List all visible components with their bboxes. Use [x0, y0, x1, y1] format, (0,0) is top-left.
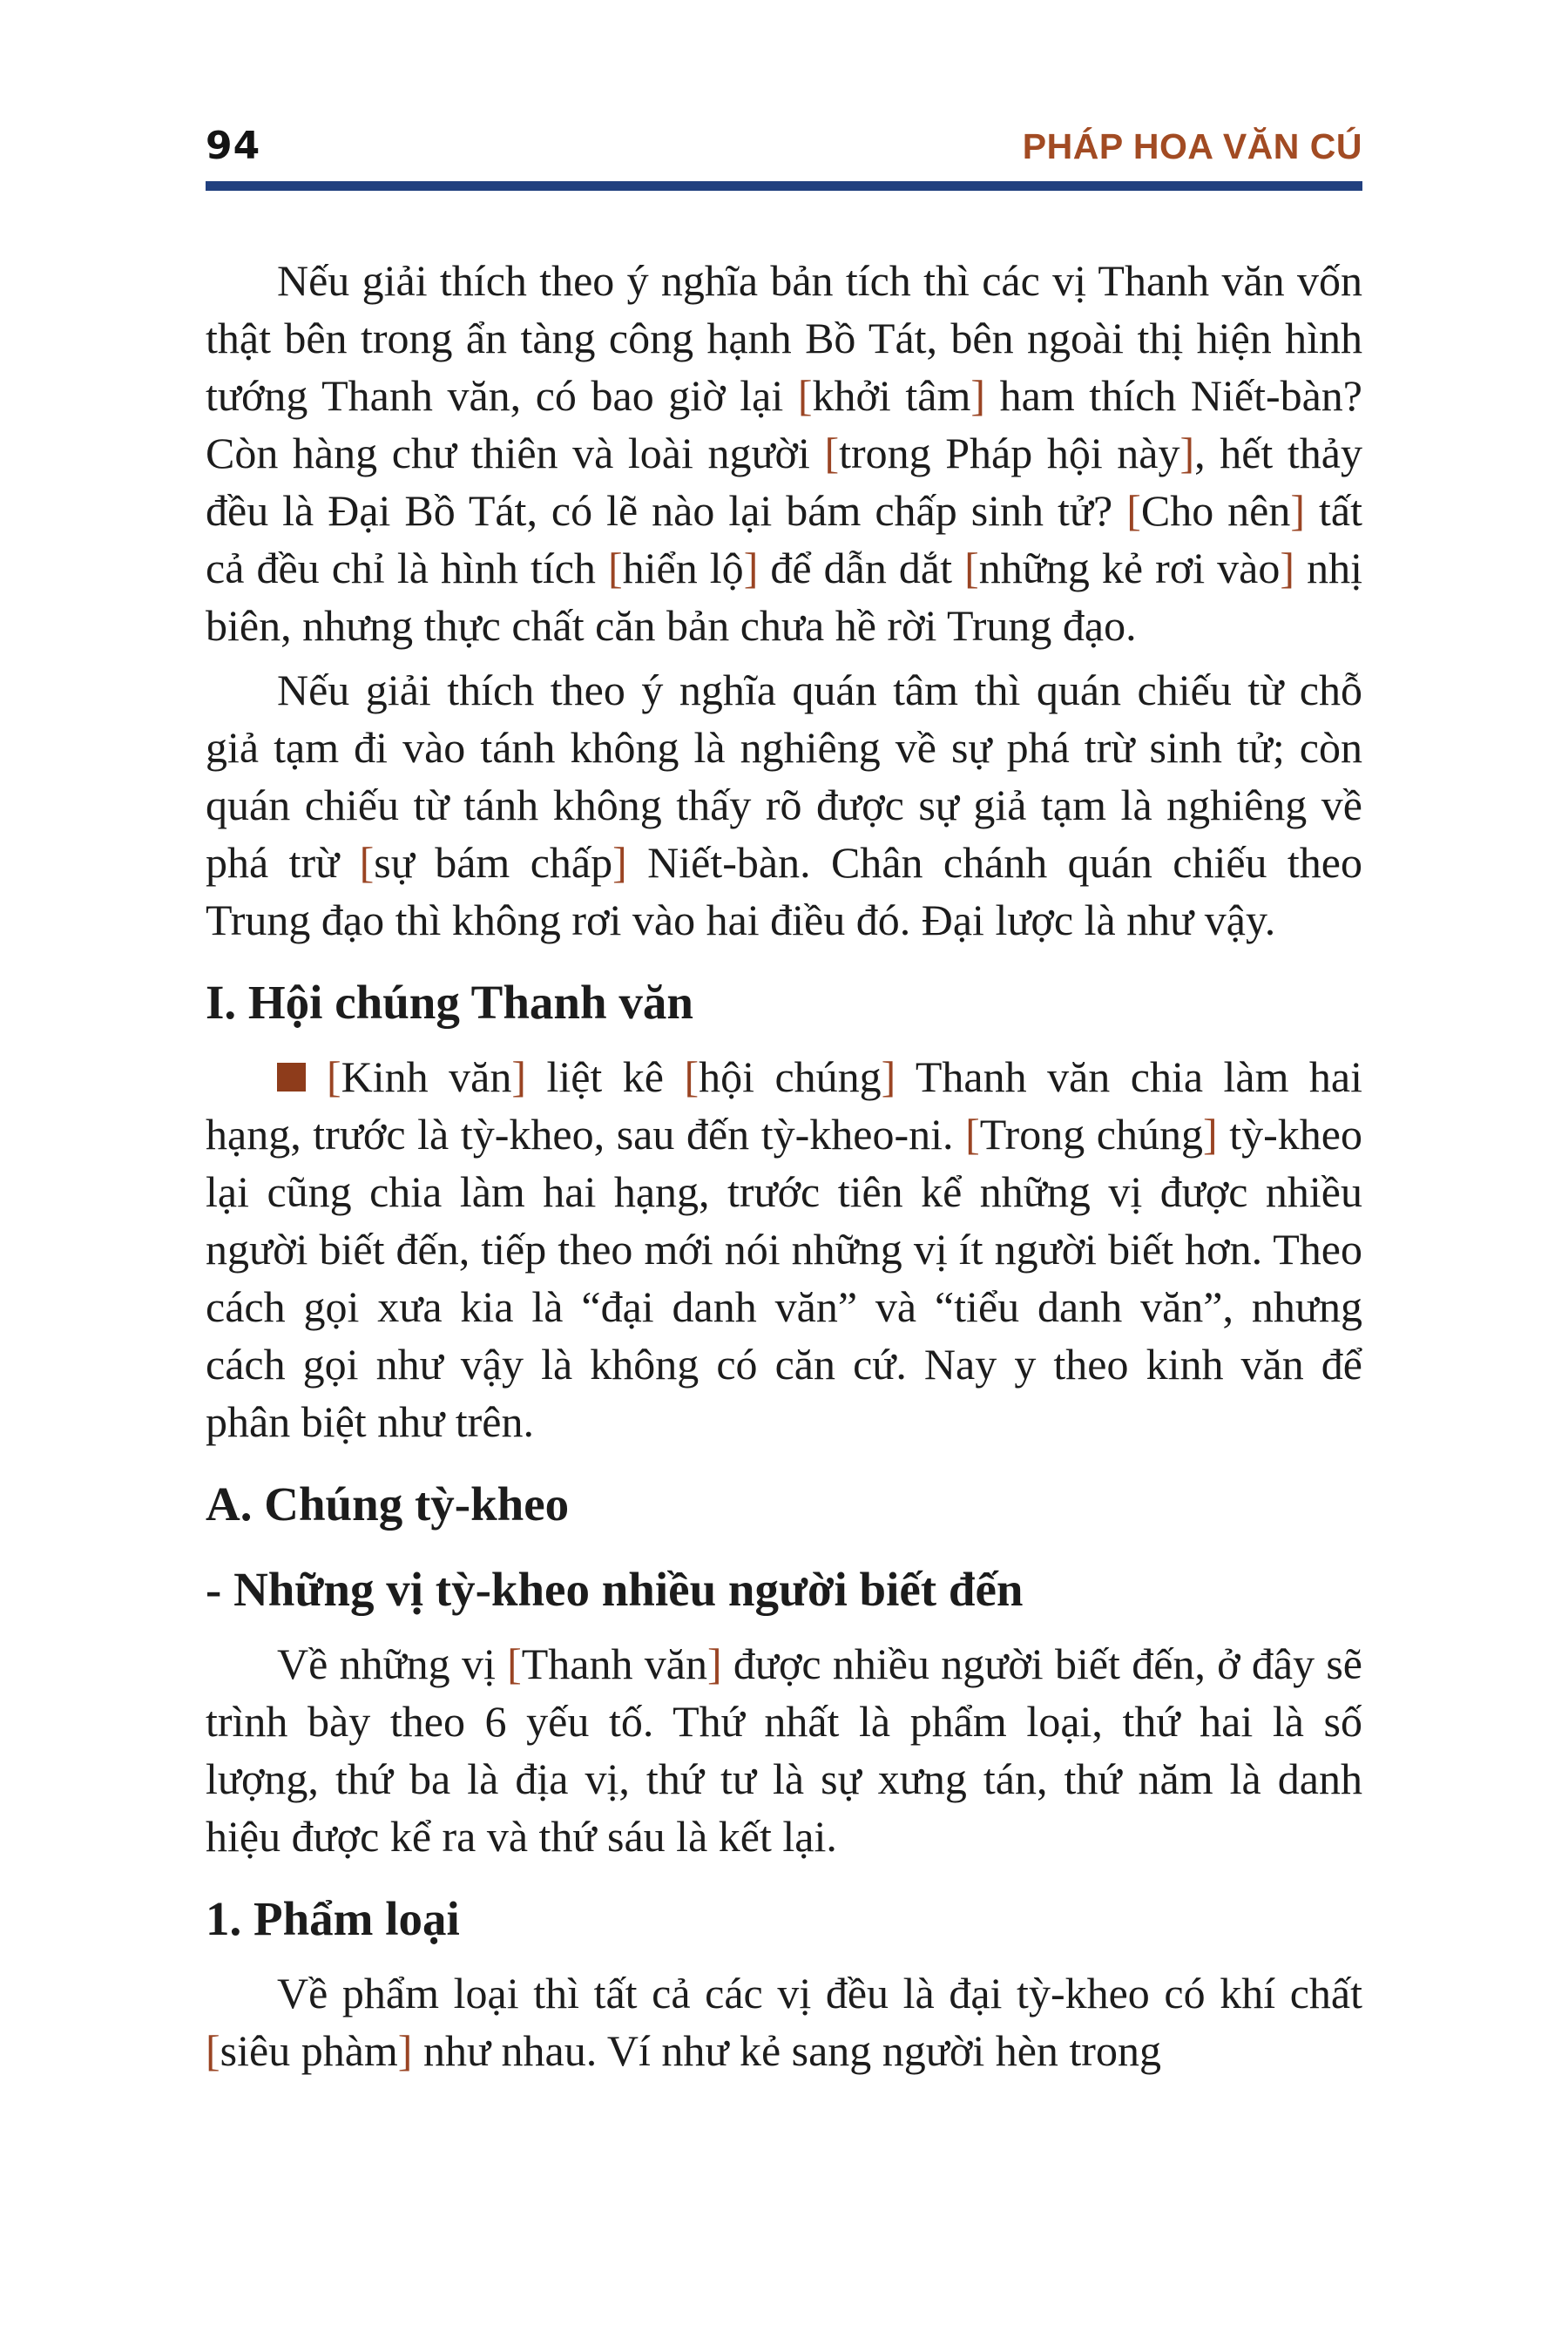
paragraph-quan-tam: Nếu giải thích theo ý nghĩa quán tâm thì quán chiếu từ chỗ giả tạm đi vào tánh không là nghiêng về sự phá trừ sinh tử; còn quán chiếu từ tánh không thấy rõ được sự giả tạm là nghiêng về phá trừ [sự bám chấp] Niết-bàn. Chân chánh quán chiếu theo Trung đạo thì không rơi vào hai điều đó. Đại lược là như vậy.: [206, 666, 1362, 944]
section-heading-chung-ty-kheo: A. Chúng tỳ-kheo: [206, 1477, 570, 1531]
paragraph-ban-tich: Nếu giải thích theo ý nghĩa bản tích thì các vị Thanh văn vốn thật bên trong ẩn tàng công hạnh Bồ Tát, bên ngoài thị hiện hình tướng Thanh văn, có bao giờ lại [khởi tâm] ham thích Niết-bàn? Còn hàng chư thiên và loài người [trong Pháp hội này], hết thảy đều là Đại Bồ Tát, có lẽ nào lại bám chấp sinh tử? [Cho nên] tất cả đều chỉ là hình tích [hiển lộ] để dẫn dắt [những kẻ rơi vào] nhị biên, nhưng thực chất căn bản chưa hề rời Trung đạo.: [206, 256, 1362, 650]
running-title: PHÁP HOA VĂN CÚ: [1022, 126, 1362, 166]
square-bullet-icon: [277, 1063, 306, 1092]
paragraph-sau-yeu-to: Về những vị [Thanh văn] được nhiều người biết đến, ở đây sẽ trình bày theo 6 yếu tố. Thứ nhất là phẩm loại, thứ hai là số lượng, thứ ba là địa vị, thứ tư là sự xưng tán, thứ năm là danh hiệu được kể ra và thứ sáu là kết lại.: [206, 1639, 1362, 1861]
subheading-ty-kheo-nhieu-nguoi-biet: - Những vị tỳ-kheo nhiều người biết đến: [206, 1563, 1024, 1616]
paragraph-kinh-van-text: [Kinh văn] liệt kê [hội chúng] Thanh văn chia làm hai hạng, trước là tỳ-kheo, sau đến tỳ-kheo-ni. [Trong chúng] tỳ-kheo lại cũng chia làm hai hạng, trước tiên kể những vị được nhiều người biết đến, tiếp theo mới nói những vị ít người biết hơn. Theo cách gọi xưa kia là “đại danh văn” và “tiểu danh văn”, nhưng cách gọi như vậy là không có căn cứ. Nay y theo kinh văn để phân biệt như trên.: [206, 1052, 1363, 1446]
paragraph-kinh-van: [206, 1048, 1362, 1450]
running-header: [206, 124, 1362, 168]
page-number: 94: [206, 124, 261, 168]
section-heading-hoi-chung-thanh-van: I. Hội chúng Thanh văn: [206, 976, 693, 1029]
page-body: [206, 252, 1362, 2079]
paragraph-pham-loai: Về phẩm loại thì tất cả các vị đều là đại tỳ-kheo có khí chất [siêu phàm] như nhau. Ví như kẻ sang người hèn trong: [206, 1969, 1362, 2075]
section-heading-pham-loai: 1. Phẩm loại: [206, 1892, 460, 1945]
header-divider-rule: [206, 181, 1362, 191]
